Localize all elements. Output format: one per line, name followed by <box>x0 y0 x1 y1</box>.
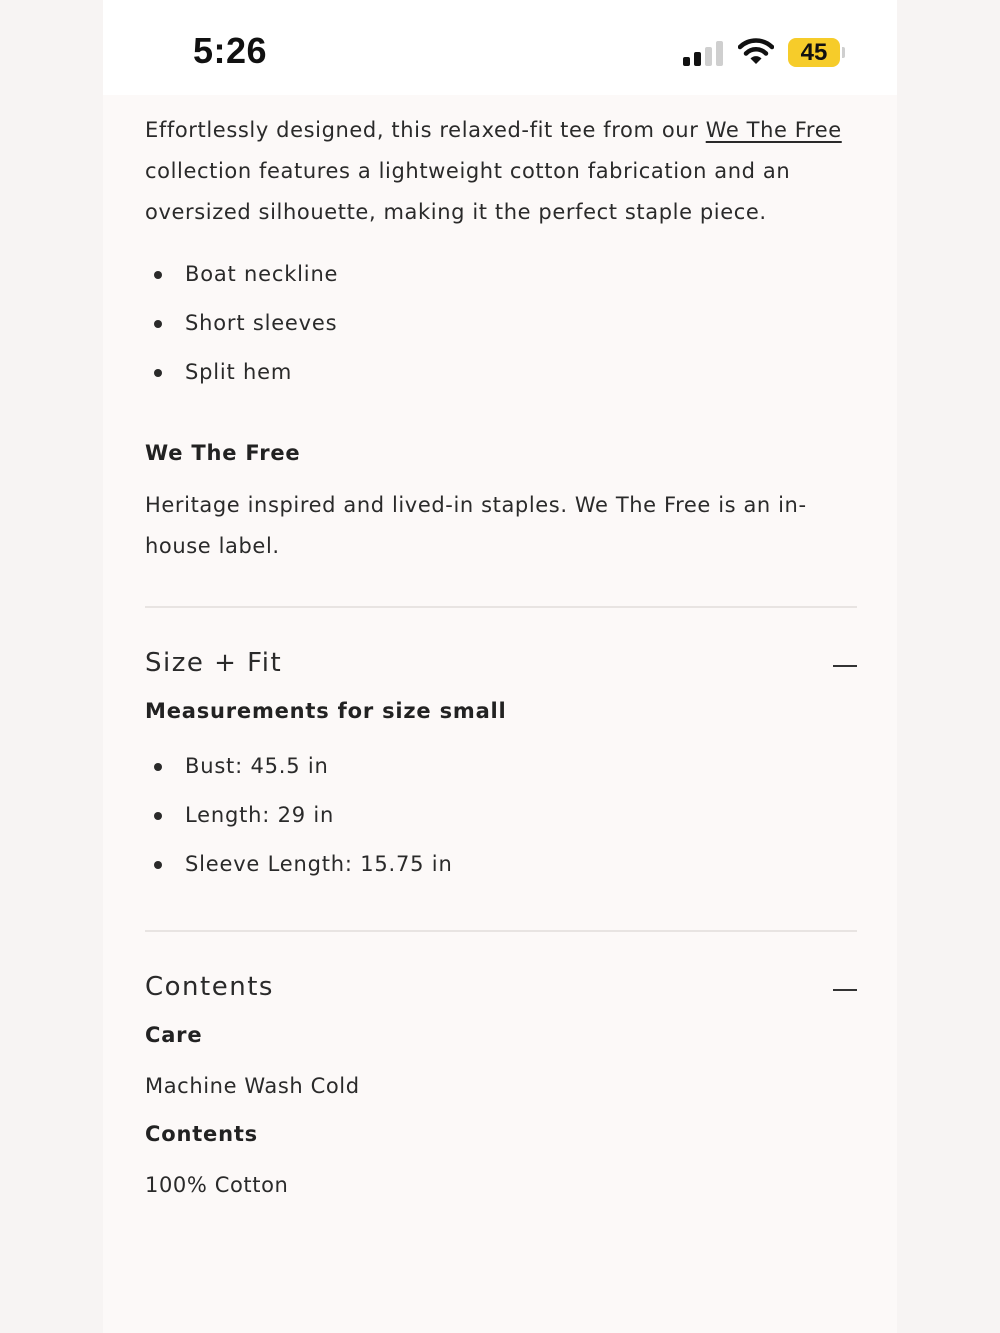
divider <box>145 606 857 608</box>
we-the-free-link[interactable]: We The Free <box>705 118 842 142</box>
list-item: Bust: 45.5 in <box>145 742 857 791</box>
list-item: Sleeve Length: 15.75 in <box>145 840 857 889</box>
measurements-heading: Measurements for size small <box>145 699 507 723</box>
collapse-minus-icon[interactable] <box>833 989 857 991</box>
product-description <box>145 110 857 233</box>
measurements-list <box>145 742 857 889</box>
list-item: Boat neckline <box>145 250 857 299</box>
list-item: Length: 29 in <box>145 791 857 840</box>
size-fit-header[interactable] <box>145 636 857 696</box>
description-text-start: Effortlessly designed, this relaxed-fit tee from our <box>145 118 706 142</box>
contents-text: 100% Cotton <box>145 1173 289 1197</box>
battery-tip <box>842 47 845 58</box>
product-details <box>145 110 857 1206</box>
description-text-end: collection features a lightweight cotton fabrication and an oversized silhouette, making it the perfect staple piece. <box>145 159 791 224</box>
divider <box>145 930 857 932</box>
status-bar <box>103 0 897 95</box>
contents-header[interactable] <box>145 960 857 1020</box>
brand-description: Heritage inspired and lived-in staples. We The Free is an in-house label. <box>145 493 807 558</box>
phone-screen <box>103 0 897 1333</box>
contents-subheading: Contents <box>145 1122 258 1146</box>
signal-icon <box>683 40 725 66</box>
care-text: Machine Wash Cold <box>145 1074 360 1098</box>
collapse-minus-icon[interactable] <box>833 665 857 667</box>
battery-icon: 45 <box>788 38 840 67</box>
wifi-icon <box>738 38 774 66</box>
status-time: 5:26 <box>193 30 268 71</box>
size-fit-title: Size + Fit <box>145 648 283 678</box>
feature-list <box>145 250 857 397</box>
care-heading: Care <box>145 1023 203 1047</box>
contents-title: Contents <box>145 972 274 1002</box>
list-item: Short sleeves <box>145 299 857 348</box>
list-item: Split hem <box>145 348 857 397</box>
brand-title: We The Free <box>145 441 301 465</box>
